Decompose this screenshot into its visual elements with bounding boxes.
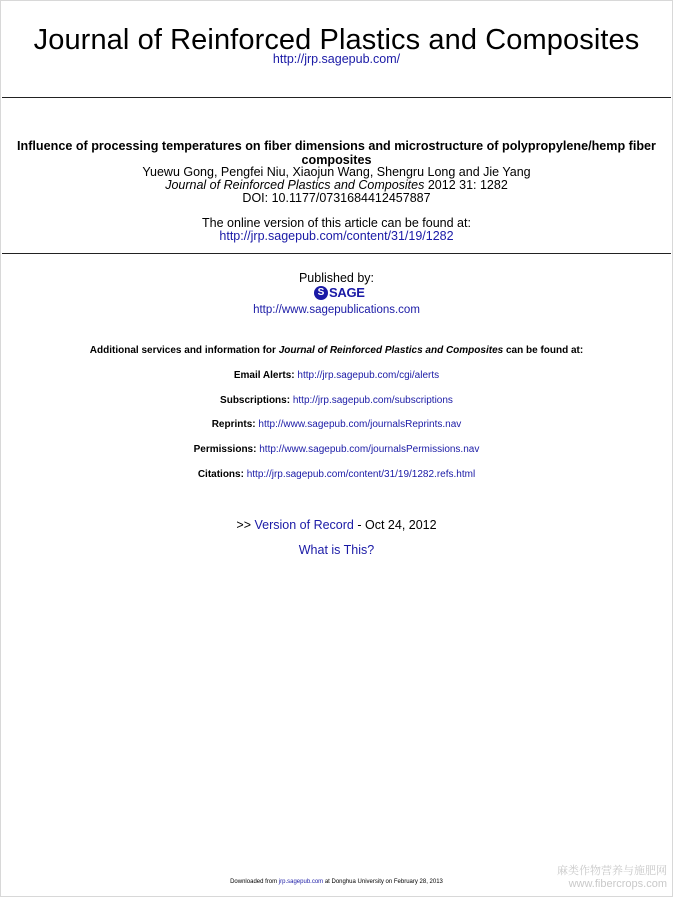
- service-link[interactable]: http://jrp.sagepub.com/subscriptions: [292, 395, 453, 406]
- citation-journal: Journal of Reinforced Plastics and Composites: [165, 178, 425, 192]
- watermark-line-1: 麻类作物营养与施肥网: [557, 865, 667, 877]
- published-by-label: Published by:: [298, 271, 375, 285]
- service-label: Reprints:: [211, 419, 256, 430]
- what-is-this-line: [0, 543, 673, 557]
- citation-detail: 2012 31: 1282: [427, 178, 508, 192]
- online-version-link[interactable]: http://jrp.sagepub.com/content/31/19/1282: [219, 229, 454, 243]
- journal-title: Journal of Reinforced Plastics and Composites: [33, 24, 640, 56]
- service-row-citations: [0, 469, 673, 481]
- what-is-this-link[interactable]: What is This?: [298, 543, 375, 557]
- journal-url-line: [0, 52, 673, 67]
- article-title: Influence of processing temperatures on fiber dimensions and microstructure of polypropylene/hemp fiber composites: [17, 139, 656, 167]
- service-link[interactable]: http://www.sagepub.com/journalsPermissions.nav: [259, 444, 480, 455]
- version-of-record-link[interactable]: Version of Record: [254, 518, 354, 532]
- service-row-permissions: [0, 444, 673, 456]
- article-doi: DOI: 10.1177/0731684412457887: [242, 191, 431, 205]
- service-row-reprints: [0, 419, 673, 431]
- online-url-line: [0, 229, 673, 243]
- article-authors: Yuewu Gong, Pengfei Niu, Xiaojun Wang, Shengru Long and Jie Yang: [142, 165, 531, 179]
- watermark-line-2: www.fibercrops.com: [568, 878, 667, 890]
- journal-url-link[interactable]: http://jrp.sagepub.com/: [272, 52, 401, 66]
- online-version-label: The online version of this article can be found at:: [202, 216, 471, 230]
- sage-logo[interactable]: [314, 285, 365, 300]
- service-label: Permissions:: [193, 444, 257, 455]
- publisher-url-line: [0, 303, 673, 317]
- service-label: Email Alerts:: [233, 370, 295, 381]
- footer-suffix: at Donghua University on February 28, 2013: [324, 879, 443, 885]
- sage-logo-text: SAGE: [329, 285, 365, 300]
- footer-link[interactable]: jrp.sagepub.com: [278, 879, 324, 885]
- service-link[interactable]: http://jrp.sagepub.com/content/31/19/1282.refs.html: [246, 469, 476, 480]
- publisher-url-link[interactable]: http://www.sagepublications.com: [253, 304, 420, 316]
- service-row-subscriptions: [0, 395, 673, 407]
- service-link[interactable]: http://www.sagepub.com/journalsReprints.nav: [258, 419, 462, 430]
- record-date: - Oct 24, 2012: [357, 518, 437, 532]
- services-prefix: Additional services and information for: [89, 345, 276, 356]
- service-row-email-alerts: [0, 370, 673, 382]
- services-suffix: can be found at:: [505, 345, 584, 356]
- sage-logo-mark: S: [314, 286, 328, 300]
- top-divider: [2, 97, 671, 98]
- service-label: Subscriptions:: [220, 395, 291, 406]
- services-journal: Journal of Reinforced Plastics and Composites: [278, 345, 504, 356]
- footer-prefix: Downloaded from: [230, 879, 278, 885]
- middle-divider: [2, 253, 671, 254]
- version-of-record-line: [0, 518, 673, 532]
- service-label: Citations:: [197, 469, 244, 480]
- record-prefix: >>: [236, 518, 252, 532]
- service-link[interactable]: http://jrp.sagepub.com/cgi/alerts: [297, 370, 440, 381]
- site-watermark: [557, 865, 667, 891]
- services-heading: [0, 345, 673, 357]
